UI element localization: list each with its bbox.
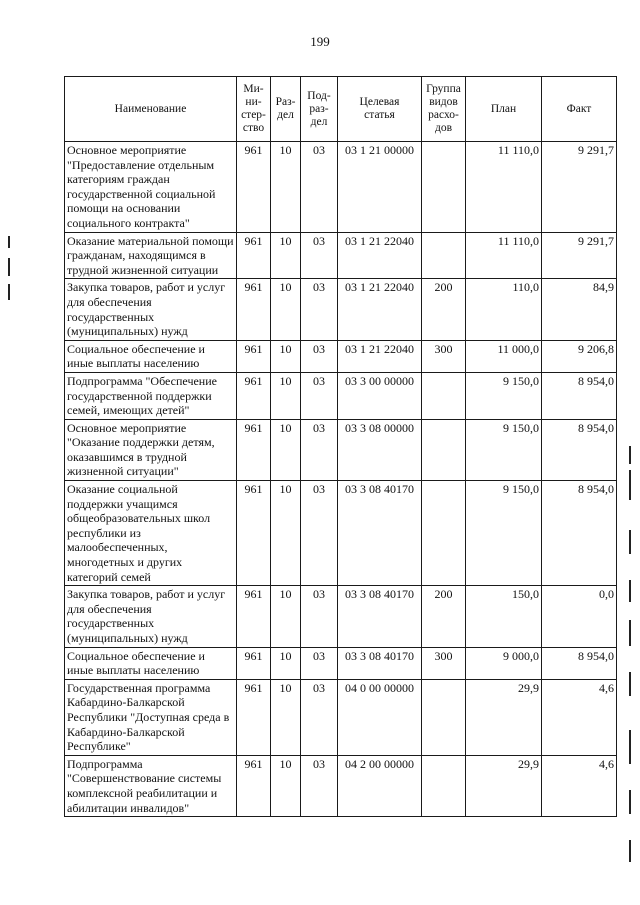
table-row	[65, 481, 617, 586]
table-row	[65, 142, 617, 233]
row-ministry: 961	[237, 340, 271, 372]
row-target-article: 03 1 21 22040	[338, 232, 422, 279]
header-group: Группа видов расхо- дов	[422, 77, 466, 142]
row-section: 10	[271, 340, 301, 372]
table-row	[65, 586, 617, 647]
row-section: 10	[271, 279, 301, 340]
row-plan: 9 150,0	[466, 419, 542, 480]
scan-mark	[629, 840, 631, 862]
row-subsection: 03	[301, 340, 338, 372]
header-section: Раз- дел	[271, 77, 301, 142]
row-section: 10	[271, 679, 301, 755]
header-row	[65, 77, 617, 142]
row-plan: 11 110,0	[466, 142, 542, 233]
row-fact: 9 206,8	[542, 340, 617, 372]
row-target-article: 03 3 08 40170	[338, 586, 422, 647]
table-row	[65, 340, 617, 372]
scan-mark	[629, 446, 631, 464]
row-target-article: 03 1 21 22040	[338, 340, 422, 372]
row-subsection: 03	[301, 142, 338, 233]
row-section: 10	[271, 755, 301, 816]
row-plan: 29,9	[466, 755, 542, 816]
header-ministry: Ми- ни- стер- ство	[237, 77, 271, 142]
row-ministry: 961	[237, 755, 271, 816]
scan-mark	[629, 620, 631, 646]
row-name: Основное мероприятие "Предоставление отдельным категориям граждан государственной социальной помощи на основании социального контракта"	[65, 142, 237, 233]
table-row	[65, 279, 617, 340]
row-fact: 8 954,0	[542, 481, 617, 586]
table-row	[65, 372, 617, 419]
header-fact: Факт	[542, 77, 617, 142]
row-subsection: 03	[301, 481, 338, 586]
row-fact: 8 954,0	[542, 372, 617, 419]
row-fact: 8 954,0	[542, 419, 617, 480]
row-subsection: 03	[301, 755, 338, 816]
row-expense-group	[422, 232, 466, 279]
row-expense-group	[422, 142, 466, 233]
row-plan: 9 150,0	[466, 481, 542, 586]
row-ministry: 961	[237, 586, 271, 647]
row-plan: 11 000,0	[466, 340, 542, 372]
row-name: Закупка товаров, работ и услуг для обеспечения государственных (муниципальных) нужд	[65, 279, 237, 340]
row-section: 10	[271, 232, 301, 279]
header-subsection: Под- раз- дел	[301, 77, 338, 142]
row-fact: 4,6	[542, 755, 617, 816]
row-plan: 110,0	[466, 279, 542, 340]
row-target-article: 04 0 00 00000	[338, 679, 422, 755]
row-subsection: 03	[301, 586, 338, 647]
budget-table	[64, 76, 617, 817]
header-name: Наименование	[65, 77, 237, 142]
row-target-article: 03 3 08 40170	[338, 647, 422, 679]
table-body	[65, 142, 617, 817]
scan-mark	[8, 284, 10, 300]
row-plan: 9 000,0	[466, 647, 542, 679]
scan-mark	[629, 580, 631, 602]
row-target-article: 03 1 21 00000	[338, 142, 422, 233]
row-plan: 9 150,0	[466, 372, 542, 419]
row-name: Социальное обеспечение и иные выплаты населению	[65, 647, 237, 679]
row-subsection: 03	[301, 647, 338, 679]
row-subsection: 03	[301, 679, 338, 755]
row-expense-group: 300	[422, 340, 466, 372]
row-section: 10	[271, 142, 301, 233]
scan-mark	[8, 258, 10, 276]
row-name: Государственная программа Кабардино-Балкарской Республики "Доступная среда в Кабардино-Балкарской Республике"	[65, 679, 237, 755]
row-name: Основное мероприятие "Оказание поддержки детям, оказавшимся в трудной жизненной ситуации"	[65, 419, 237, 480]
row-expense-group	[422, 481, 466, 586]
table-row	[65, 232, 617, 279]
row-expense-group: 200	[422, 586, 466, 647]
table-row	[65, 419, 617, 480]
row-name: Подпрограмма "Обеспечение государственной поддержки семей, имеющих детей"	[65, 372, 237, 419]
row-plan: 29,9	[466, 679, 542, 755]
scan-mark	[629, 790, 631, 814]
row-fact: 0,0	[542, 586, 617, 647]
table-row	[65, 679, 617, 755]
row-ministry: 961	[237, 279, 271, 340]
row-name: Оказание материальной помощи гражданам, находящимся в трудной жизненной ситуации	[65, 232, 237, 279]
row-name: Оказание социальной поддержки учащимся общеобразовательных школ республики из малообеспеченных, многодетных и других категорий семей	[65, 481, 237, 586]
row-section: 10	[271, 647, 301, 679]
row-plan: 150,0	[466, 586, 542, 647]
row-target-article: 03 3 08 40170	[338, 481, 422, 586]
scan-mark	[629, 530, 631, 554]
scan-mark	[629, 470, 631, 500]
row-ministry: 961	[237, 232, 271, 279]
row-expense-group: 300	[422, 647, 466, 679]
row-target-article: 03 3 08 00000	[338, 419, 422, 480]
scan-mark	[629, 730, 631, 764]
row-subsection: 03	[301, 419, 338, 480]
row-name: Социальное обеспечение и иные выплаты населению	[65, 340, 237, 372]
row-plan: 11 110,0	[466, 232, 542, 279]
row-ministry: 961	[237, 372, 271, 419]
row-fact: 4,6	[542, 679, 617, 755]
row-expense-group	[422, 372, 466, 419]
row-fact: 9 291,7	[542, 232, 617, 279]
table-row	[65, 755, 617, 816]
row-ministry: 961	[237, 647, 271, 679]
row-section: 10	[271, 586, 301, 647]
row-section: 10	[271, 419, 301, 480]
row-target-article: 03 3 00 00000	[338, 372, 422, 419]
row-ministry: 961	[237, 142, 271, 233]
header-plan: План	[466, 77, 542, 142]
row-name: Подпрограмма "Совершенствование системы комплексной реабилитации и абилитации инвалидов"	[65, 755, 237, 816]
row-expense-group	[422, 755, 466, 816]
row-section: 10	[271, 372, 301, 419]
table-row	[65, 647, 617, 679]
row-target-article: 03 1 21 22040	[338, 279, 422, 340]
scan-mark	[629, 672, 631, 696]
scan-mark	[8, 236, 10, 248]
row-target-article: 04 2 00 00000	[338, 755, 422, 816]
row-ministry: 961	[237, 679, 271, 755]
row-section: 10	[271, 481, 301, 586]
page-number: 199	[310, 34, 330, 49]
row-subsection: 03	[301, 372, 338, 419]
row-subsection: 03	[301, 279, 338, 340]
row-ministry: 961	[237, 419, 271, 480]
row-expense-group: 200	[422, 279, 466, 340]
row-subsection: 03	[301, 232, 338, 279]
header-target: Целевая статья	[338, 77, 422, 142]
row-expense-group	[422, 679, 466, 755]
row-ministry: 961	[237, 481, 271, 586]
row-expense-group	[422, 419, 466, 480]
row-fact: 9 291,7	[542, 142, 617, 233]
row-fact: 8 954,0	[542, 647, 617, 679]
row-name: Закупка товаров, работ и услуг для обеспечения государственных (муниципальных) нужд	[65, 586, 237, 647]
row-fact: 84,9	[542, 279, 617, 340]
